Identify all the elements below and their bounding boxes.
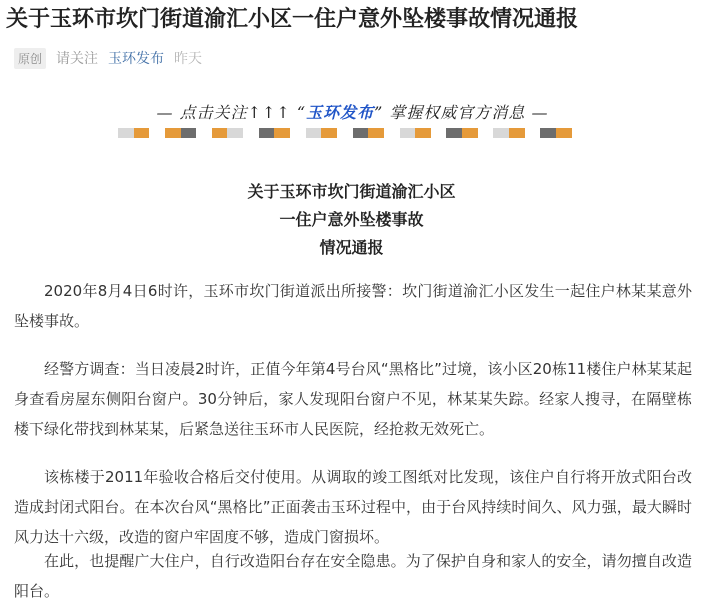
publish-date: 昨天 [174, 51, 203, 67]
decoration-block [134, 128, 150, 138]
decoration-block [572, 128, 588, 138]
decoration-block [243, 128, 259, 138]
decoration-block [400, 128, 416, 138]
paragraph-3: 该栋楼于2011年验收合格后交付使用。从调取的竣工图纸对比发现，该住户自行将开放式阳台改造成封闭式阳台。在本次台风“黑格比”正面袭击玉环过程中，由于台风持续时间久、风力强，最大瞬时风力达十六级，改造的窗户牢固度不够，造成门窗损坏。 [14, 468, 692, 546]
decoration-block [227, 128, 243, 138]
banner-left-text: — 点击关注↑↑↑ “ [156, 102, 307, 122]
decoration-block [306, 128, 322, 138]
decoration-block [556, 128, 572, 138]
decoration-block [165, 128, 181, 138]
paragraph-1: 2020年8月4日6时许，玉环市坎门街道派出所接警：坎门街道渝汇小区发生一起住户林某某意外坠楼事故。 [14, 282, 692, 330]
follow-banner-text [118, 96, 587, 126]
follow-banner[interactable] [118, 96, 587, 142]
decoration-block [353, 128, 369, 138]
heading-line-2: 一住户意外坠楼事故 [279, 210, 424, 229]
decoration-block [212, 128, 228, 138]
decoration-block [321, 128, 337, 138]
account-link[interactable]: 玉环发布 [108, 51, 165, 67]
paragraph-4: 在此，也提醒广大住户，自行改造阳台存在安全隐患。为了保护自身和家人的安全，请勿擅自改造阳台。 [14, 552, 692, 600]
document-heading [0, 178, 703, 262]
decoration-block [196, 128, 212, 138]
article-meta [14, 47, 202, 69]
decoration-block [415, 128, 431, 138]
banner-account-name: 玉环发布 [306, 102, 375, 122]
heading-line-1: 关于玉环市坎门街道渝汇小区 [247, 182, 456, 201]
decoration-block [540, 128, 556, 138]
decoration-block [493, 128, 509, 138]
decoration-block [446, 128, 462, 138]
article-title: 关于玉环市坎门街道渝汇小区一住户意外坠楼事故情况通报 [6, 7, 579, 32]
banner-right-text: ” 掌握权威官方消息 — [374, 102, 549, 122]
decoration-block [525, 128, 541, 138]
decoration-block [384, 128, 400, 138]
decoration-block [431, 128, 447, 138]
original-badge: 原创 [14, 48, 46, 69]
decoration-block [368, 128, 384, 138]
paragraph-2: 经警方调查：当日凌晨2时许，正值今年第4号台风“黑格比”过境，该小区20栋11楼住户林某某起身查看房屋东侧阳台窗户。30分钟后，家人发现阳台窗户不见，林某某失踪。经家人搜寻，在隔壁栋楼下绿化带找到林某某，后紧急送往玉环市人民医院，经抢救无效死亡。 [14, 360, 692, 438]
decoration-block [462, 128, 478, 138]
decoration-block [149, 128, 165, 138]
decoration-block [274, 128, 290, 138]
decoration-block [337, 128, 353, 138]
decoration-block [181, 128, 197, 138]
decoration-block [509, 128, 525, 138]
decoration-block [259, 128, 275, 138]
heading-line-3: 情况通报 [319, 238, 384, 257]
decoration-block [118, 128, 134, 138]
decoration-block [290, 128, 306, 138]
follow-prompt: 请关注 [56, 51, 99, 67]
banner-decoration-strip [118, 128, 587, 138]
decoration-block [478, 128, 494, 138]
